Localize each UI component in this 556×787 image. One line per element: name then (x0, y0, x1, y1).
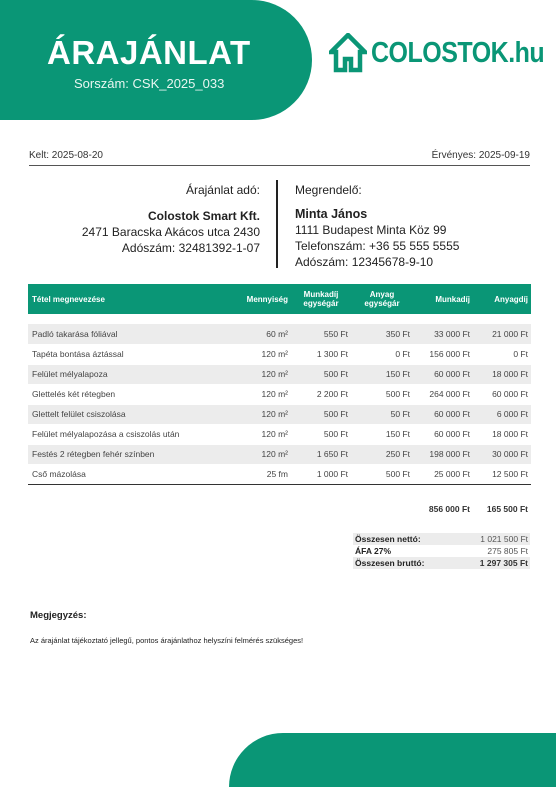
cell-material: 30 000 Ft (473, 444, 531, 464)
cell-labor: 60 000 Ft (413, 404, 473, 424)
house-logo-icon (329, 33, 367, 73)
cell-labor: 60 000 Ft (413, 364, 473, 384)
cell-material: 12 500 Ft (473, 464, 531, 484)
table-row (28, 404, 531, 424)
cell-labor-unit: 500 Ft (291, 364, 351, 384)
cell-labor: 60 000 Ft (413, 424, 473, 444)
cell-labor-unit: 1 650 Ft (291, 444, 351, 464)
col-header-name: Tétel megnevezése (28, 284, 228, 314)
table-row (28, 344, 531, 364)
buyer-phone: Telefonszám: +36 55 555 5555 (295, 239, 460, 253)
cell-material: 21 000 Ft (473, 324, 531, 344)
col-header-labor-unit: Munkadíj egységár (291, 284, 351, 314)
cell-qty: 120 m² (228, 424, 291, 444)
cell-name: Tapéta bontása áztással (28, 344, 228, 364)
table-header-row (28, 284, 531, 314)
logo-text: COLOSTOK.hu (371, 36, 545, 69)
issue-date: Kelt: 2025-08-20 (29, 150, 103, 161)
sum-empty-cell (291, 484, 351, 514)
cell-material-unit: 50 Ft (351, 404, 413, 424)
cell-labor-unit: 1 300 Ft (291, 344, 351, 364)
cell-name: Cső mázolása (28, 464, 228, 484)
date-bar (29, 149, 530, 166)
cell-labor: 33 000 Ft (413, 324, 473, 344)
net-total-label: Összesen nettó: (355, 534, 421, 544)
cell-name: Festés 2 rétegben fehér színben (28, 444, 228, 464)
cell-material: 0 Ft (473, 344, 531, 364)
table-row (28, 424, 531, 444)
net-total-row (353, 533, 530, 545)
page-title: ÁRAJÁNLAT (47, 34, 251, 71)
items-table (28, 284, 531, 514)
cell-material-unit: 500 Ft (351, 384, 413, 404)
col-header-material: Anyagdíj (473, 284, 531, 314)
notes-text: Az árajánlat tájékoztató jellegű, pontos árajánlathoz helyszíni felmérés szükséges! (30, 636, 304, 645)
cell-name: Glettelés két rétegben (28, 384, 228, 404)
cell-labor: 25 000 Ft (413, 464, 473, 484)
col-header-labor: Munkadíj (413, 284, 473, 314)
net-total-value: 1 021 500 Ft (480, 534, 528, 544)
serial-number: Sorszám: CSK_2025_033 (74, 76, 225, 91)
cell-material: 6 000 Ft (473, 404, 531, 424)
seller-name: Colostok Smart Kft. (147, 209, 260, 223)
cell-material: 60 000 Ft (473, 384, 531, 404)
buyer-address: 1111 Budapest Minta Köz 99 (295, 223, 447, 237)
cell-material-unit: 350 Ft (351, 324, 413, 344)
cell-material-unit: 250 Ft (351, 444, 413, 464)
cell-labor-unit: 1 000 Ft (291, 464, 351, 484)
gross-total-row (353, 557, 530, 569)
cell-name: Felület mélyalapozása a csiszolás után (28, 424, 228, 444)
cell-labor: 264 000 Ft (413, 384, 473, 404)
table-row (28, 364, 531, 384)
buyer-label: Megrendelő: (295, 183, 362, 197)
buyer-tax-number: Adószám: 12345678-9-10 (295, 255, 434, 269)
cell-labor: 198 000 Ft (413, 444, 473, 464)
table-row (28, 384, 531, 404)
cell-labor-unit: 2 200 Ft (291, 384, 351, 404)
footer-band (229, 733, 556, 787)
seller-block (20, 182, 260, 256)
table-sum-row (28, 484, 531, 514)
cell-qty: 60 m² (228, 324, 291, 344)
sum-material: 165 500 Ft (486, 504, 528, 514)
vat-row (353, 545, 530, 557)
totals-block (353, 533, 530, 569)
cell-labor-unit: 550 Ft (291, 324, 351, 344)
cell-labor-unit: 500 Ft (291, 424, 351, 444)
seller-address: 2471 Baracska Akácos utca 2430 (81, 225, 260, 239)
cell-qty: 120 m² (228, 384, 291, 404)
cell-qty: 120 m² (228, 444, 291, 464)
cell-labor: 156 000 Ft (413, 344, 473, 364)
cell-name: Felület mélyalapoza (28, 364, 228, 384)
cell-qty: 120 m² (228, 364, 291, 384)
sum-labor: 856 000 Ft (428, 504, 470, 514)
cell-labor-unit: 500 Ft (291, 404, 351, 424)
cell-material-unit: 0 Ft (351, 344, 413, 364)
sum-empty-cell (228, 484, 291, 514)
buyer-block (295, 182, 535, 270)
col-header-material-unit: Anyag egységár (351, 284, 413, 314)
cell-qty: 120 m² (228, 404, 291, 424)
notes-title: Megjegyzés: (30, 610, 87, 621)
vat-label: ÁFA 27% (355, 546, 392, 556)
table-row (28, 324, 531, 344)
table-row (28, 464, 531, 484)
sum-empty-cell (351, 484, 413, 514)
seller-label: Árajánlat adó: (185, 183, 260, 197)
buyer-name: Minta János (295, 207, 368, 221)
cell-qty: 120 m² (228, 344, 291, 364)
cell-material-unit: 150 Ft (351, 364, 413, 384)
cell-name: Glettelt felület csiszolása (28, 404, 228, 424)
sum-empty-cell (28, 484, 228, 514)
cell-material: 18 000 Ft (473, 364, 531, 384)
col-header-qty: Mennyiség (228, 284, 291, 314)
cell-qty: 25 fm (228, 464, 291, 484)
cell-name: Padló takarása fóliával (28, 324, 228, 344)
vat-value: 275 805 Ft (487, 546, 528, 556)
cell-material-unit: 150 Ft (351, 424, 413, 444)
valid-until-date: Érvényes: 2025-09-19 (431, 150, 530, 161)
party-divider (276, 180, 278, 268)
company-logo (329, 33, 544, 73)
seller-tax-number: Adószám: 32481392-1-07 (121, 241, 260, 255)
gross-total-label: Összesen bruttó: (355, 558, 425, 568)
cell-material-unit: 500 Ft (351, 464, 413, 484)
gross-total-value: 1 297 305 Ft (479, 558, 528, 568)
table-row (28, 444, 531, 464)
cell-material: 18 000 Ft (473, 424, 531, 444)
